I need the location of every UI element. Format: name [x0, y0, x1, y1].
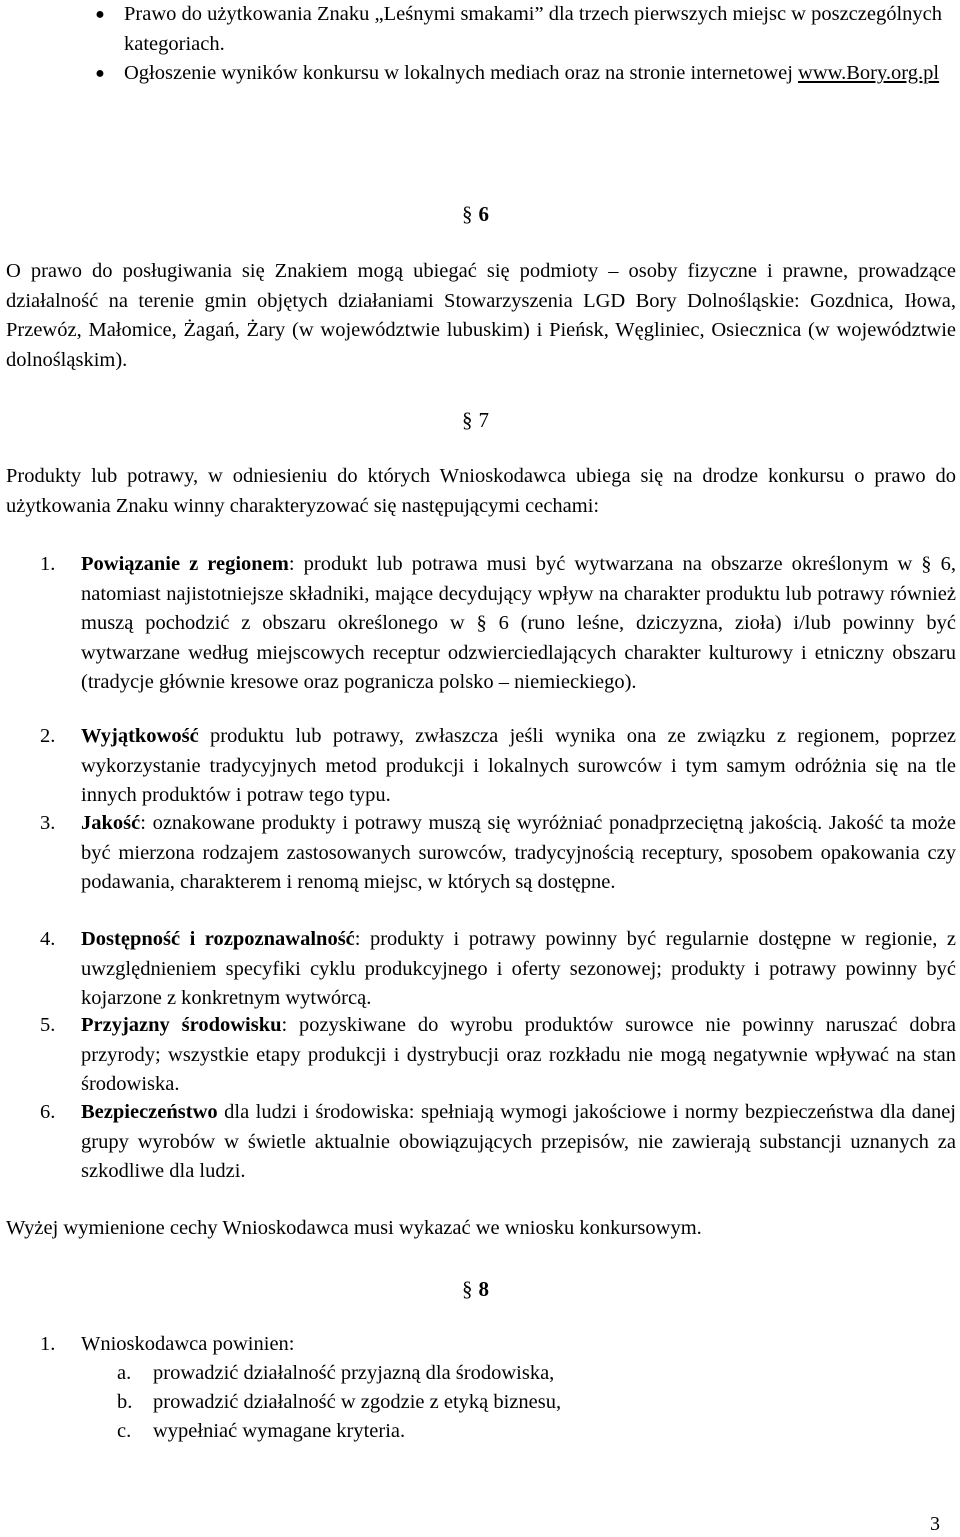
- criterion-title: Bezpieczeństwo: [81, 1101, 218, 1123]
- criterion-text: : pozyskiwane do wyrobu produktów surowce nie powinny naruszać dobra przyrody; wszystkie etapy produkcji i dystrybucji oraz rozkładu nie mogą negatywnie wpływać na stan środowiska.: [81, 1014, 956, 1096]
- page-number: 3: [930, 1513, 940, 1535]
- list-number: 2.: [40, 725, 56, 747]
- bullet-item-text: Ogłoszenie wyników konkursu w lokalnych mediach oraz na stronie internetowej: [124, 62, 793, 84]
- bullet-item-announcement: [124, 59, 956, 89]
- section-heading-7: [462, 405, 542, 435]
- criterion-title: Przyjazny środowisku: [81, 1014, 282, 1036]
- criterion-text: : produkty i potrawy powinny być regularnie dostępne w regionie, z uwzględnieniem specyfiki cyklu produkcyjnego i oferty sezonowej; produkty i potrawy powinny być kojarzone z konkretnym wytwórcą.: [81, 928, 956, 1010]
- list-item: [81, 550, 956, 698]
- bullet-icon: ●: [95, 6, 105, 23]
- criterion-title: Jakość: [81, 812, 141, 834]
- paragraph-eligibility: O prawo do posługiwania się Znakiem mogą ubiegać się podmioty – osoby fizyczne i prawne, prowadzące działalność na terenie gmin objętych działaniami Stowarzyszenia LGD Bory Dolnośląskie: Gozdnica, Iłowa, Przewóz, Małomice, Żagań, Żary (w województwie lubuskim) i Pieńsk, Węgliniec, Osiecznica (w województwie dolnośląskim).: [6, 260, 956, 371]
- list-item: [81, 722, 956, 811]
- section-number: 8: [478, 1277, 489, 1301]
- sublist-label: b.: [117, 1391, 133, 1413]
- criterion-title: Powiązanie z regionem: [81, 553, 289, 575]
- sublist-item: wypełniać wymagane kryteria.: [153, 1420, 406, 1442]
- bullet-item-prize: Prawo do użytkowania Znaku „Leśnymi smakami” dla trzech pierwszych miejsc w poszczególnych kategoriach.: [124, 3, 943, 55]
- list-number: 1.: [40, 553, 56, 575]
- criterion-title: Dostępność i rozpoznawalność: [81, 928, 355, 950]
- sublist-label: c.: [117, 1420, 132, 1442]
- website-link[interactable]: www.Bory.org.pl: [798, 62, 940, 84]
- section-heading-8: [462, 1274, 542, 1304]
- list-number: 5.: [40, 1014, 56, 1036]
- paragraph-product-features: Produkty lub potrawy, w odniesieniu do których Wnioskodawca ubiega się na drodze konkursu o prawo do użytkowania Znaku winny charakteryzować się następującymi cechami:: [6, 465, 956, 517]
- criterion-title: Wyjątkowość: [81, 725, 199, 747]
- sublist-item: prowadzić działalność w zgodzie z etyką biznesu,: [153, 1391, 562, 1413]
- list-number: 6.: [40, 1101, 56, 1123]
- criterion-text: : produkt lub potrawa musi być wytwarzana na obszarze określonym w § 6, natomiast najistotniejsze składniki, mające decydujący wpływ na charakter produktu lub potrawy również muszą pochodzić z obszaru określonego w § 6 (runo leśne, dziczyzna, zioła) i/lub powinny być wytwarzane według miejscowych receptur odzwierciedlających charakter kulturowy i etniczny obszaru (tradycje głównie kresowe oraz pogranicza polsko – niemieckiego).: [81, 553, 956, 694]
- paragraph-summary: Wyżej wymienione cechy Wnioskodawca musi wykazać we wniosku konkursowym.: [6, 1217, 702, 1239]
- criterion-text: : oznakowane produkty i potrawy muszą się wyróżniać ponadprzeciętną jakością. Jakość ta może być mierzona rodzajem zastosowanych surowców, tradycyjnością receptury, sposobem opakowania czy podawania, charakterem i renomą miejsc, w których są dostępne.: [81, 812, 956, 894]
- criterion-text: dla ludzi i środowiska: spełniają wymogi jakościowe i normy bezpieczeństwa dla danej grupy wyrobów w świetle aktualnie obowiązujących przepisów, nie zawierają substancji uznanych za szkodliwe dla ludzi.: [81, 1101, 956, 1183]
- list-number: 3.: [40, 812, 56, 834]
- section-number: 6: [478, 202, 489, 226]
- section-heading-6: [462, 199, 542, 229]
- requirements-intro: Wnioskodawca powinien:: [81, 1333, 295, 1355]
- section-number: 7: [478, 408, 489, 432]
- list-item: [81, 809, 956, 898]
- sublist-item: prowadzić działalność przyjazną dla środowiska,: [153, 1362, 555, 1384]
- sublist-label: a.: [117, 1362, 132, 1384]
- section-symbol: §: [462, 1277, 473, 1301]
- list-number: 4.: [40, 928, 56, 950]
- section-symbol: §: [462, 202, 473, 226]
- list-item: [81, 1098, 956, 1187]
- criterion-text: produktu lub potrawy, zwłaszcza jeśli wynika ona ze związku z regionem, poprzez wykorzystanie tradycyjnych metod produkcji i lokalnych surowców i tym samym odróżnia się na tle innych produktów i potraw tego typu.: [81, 725, 956, 807]
- section-symbol: §: [462, 408, 473, 432]
- list-number: 1.: [40, 1333, 56, 1355]
- bullet-icon: ●: [95, 65, 105, 82]
- list-item: [81, 1011, 956, 1100]
- list-item: [81, 925, 956, 1014]
